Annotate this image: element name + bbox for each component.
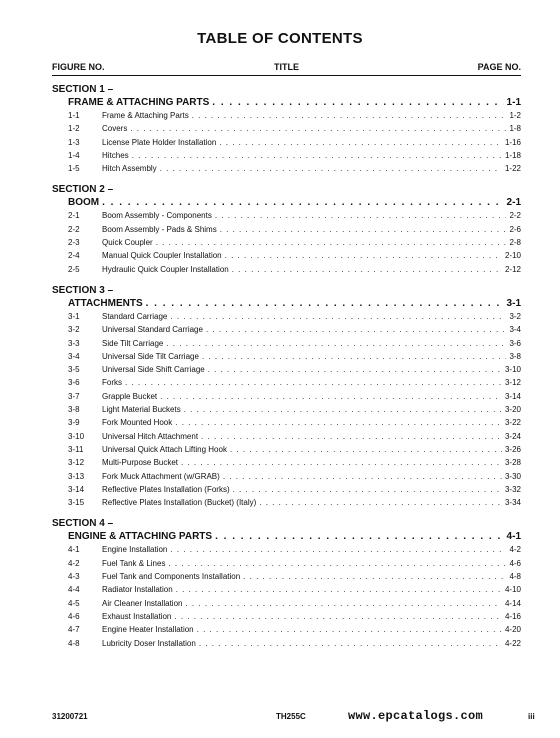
toc-entry[interactable] — [52, 109, 521, 122]
toc-entry[interactable] — [52, 570, 521, 583]
figure-number: 3-12 — [68, 458, 85, 468]
figure-title: Engine Installation — [102, 545, 168, 555]
figure-page: 3-10 — [504, 365, 521, 375]
figure-number: 1-1 — [68, 111, 80, 120]
section-label: SECTION 1 – — [52, 84, 114, 95]
toc-entry[interactable] — [52, 403, 521, 416]
section-2 — [52, 184, 521, 275]
section-name: ENGINE & ATTACHING PARTS — [68, 531, 213, 543]
toc-entry[interactable] — [52, 390, 521, 403]
section-page: 4-1 — [506, 531, 521, 543]
figure-page: 4-22 — [504, 638, 521, 648]
figure-page: 3-22 — [504, 418, 521, 428]
dot-leader — [170, 543, 506, 556]
figure-title: Exhaust Installation — [102, 611, 172, 621]
figure-page: 3-4 — [509, 325, 521, 335]
dot-leader — [168, 557, 506, 570]
figure-number: 3-6 — [68, 378, 80, 388]
figure-page: 3-20 — [504, 405, 521, 415]
toc-entry[interactable] — [52, 323, 521, 336]
toc-entry[interactable] — [52, 162, 521, 175]
toc-entry[interactable] — [52, 209, 521, 222]
toc-entry[interactable] — [52, 470, 521, 483]
figure-title: Manual Quick Coupler Installation — [102, 251, 222, 261]
figure-number: 4-8 — [68, 638, 80, 648]
dot-leader — [185, 597, 502, 610]
figure-number: 1-3 — [68, 137, 80, 147]
figure-title: Light Material Buckets — [102, 405, 181, 415]
toc-entry[interactable] — [52, 456, 521, 469]
figure-number: 1-2 — [68, 124, 80, 134]
figure-title: Side Tilt Carriage — [102, 338, 164, 348]
dot-leader — [201, 430, 502, 443]
figure-number: 4-1 — [68, 545, 80, 555]
dot-leader — [233, 483, 502, 496]
section-heading[interactable] — [52, 297, 521, 310]
figure-page: 2-10 — [504, 251, 521, 261]
figure-number: 4-2 — [68, 558, 80, 568]
dot-leader — [166, 337, 506, 350]
toc-entry[interactable] — [52, 623, 521, 636]
toc-entry[interactable] — [52, 583, 521, 596]
figure-page: 3-34 — [504, 498, 521, 508]
dot-leader — [230, 443, 502, 456]
figure-number: 3-2 — [68, 325, 80, 335]
dot-leader — [219, 136, 502, 149]
figure-title: Universal Side Shift Carriage — [102, 365, 205, 375]
dot-leader — [156, 236, 507, 249]
dot-leader — [192, 109, 507, 122]
figure-page: 1-16 — [504, 137, 521, 147]
dot-leader — [232, 263, 502, 276]
figure-title: Boom Assembly - Pads & Shims — [102, 224, 217, 234]
figure-number: 3-9 — [68, 418, 80, 428]
toc-entry[interactable] — [52, 597, 521, 610]
figure-title: Universal Hitch Attachment — [102, 431, 199, 441]
figure-title: License Plate Holder Installation — [102, 137, 217, 147]
figure-number: 3-13 — [68, 471, 85, 481]
figure-page: 1-18 — [504, 150, 521, 160]
section-3 — [52, 285, 521, 509]
figure-page: 4-6 — [509, 558, 521, 568]
toc-entry[interactable] — [52, 496, 521, 509]
section-heading[interactable] — [52, 196, 521, 209]
figure-page: 2-6 — [509, 224, 521, 234]
figure-number: 3-4 — [68, 351, 80, 361]
dot-leader — [102, 196, 503, 209]
dot-leader — [225, 249, 502, 262]
figure-title: Radiator Installation — [102, 585, 173, 595]
dot-leader — [130, 122, 506, 135]
section-heading[interactable] — [52, 530, 521, 543]
toc-entry[interactable] — [52, 543, 521, 556]
dot-leader — [259, 496, 502, 509]
dot-leader — [206, 323, 507, 336]
section-label: SECTION 3 – — [52, 284, 114, 296]
toc-entry[interactable] — [52, 430, 521, 443]
figure-title: Forks — [102, 378, 122, 388]
figure-number: 2-5 — [68, 264, 80, 274]
model-name: TH255C — [276, 712, 306, 721]
toc-entry[interactable] — [52, 236, 521, 249]
figure-title: Fuel Tank and Components Installation — [102, 572, 241, 582]
figure-title: Hitches — [102, 150, 129, 160]
figure-no-header: FIGURE NO. — [52, 62, 105, 72]
figure-page: 3-24 — [504, 431, 521, 441]
figure-number: 3-5 — [68, 365, 80, 375]
section-page: 1-1 — [506, 97, 521, 108]
section-4 — [52, 518, 521, 649]
figure-page: 2-8 — [509, 238, 521, 248]
figure-page: 3-8 — [509, 351, 521, 361]
section-1 — [52, 84, 521, 175]
figure-title: Air Cleaner Installation — [102, 598, 183, 608]
dot-leader — [199, 637, 502, 650]
figure-number: 3-7 — [68, 391, 80, 401]
dot-leader — [125, 376, 502, 389]
figure-number: 3-1 — [68, 311, 80, 321]
figure-title: Engine Heater Installation — [102, 625, 194, 635]
toc-body — [52, 84, 521, 659]
dot-leader — [212, 96, 503, 109]
figure-title: Fork Muck Attachment (w/GRAB) — [102, 471, 220, 481]
figure-page: 3-2 — [509, 311, 521, 321]
figure-number: 1-5 — [68, 164, 80, 174]
toc-entry[interactable] — [52, 122, 521, 135]
section-heading[interactable] — [52, 96, 521, 109]
toc-entry[interactable] — [52, 310, 521, 323]
dot-leader — [220, 223, 507, 236]
header-rule — [52, 75, 521, 76]
figure-page: 2-12 — [504, 264, 521, 274]
figure-title: Universal Standard Carriage — [102, 325, 203, 335]
dot-leader — [243, 570, 506, 583]
figure-number: 3-10 — [68, 431, 85, 441]
figure-number: 2-4 — [68, 251, 80, 261]
figure-title: Boom Assembly - Components — [102, 211, 212, 221]
section-name: ATTACHMENTS — [68, 297, 143, 309]
figure-number: 3-11 — [68, 444, 84, 454]
figure-number: 2-2 — [68, 224, 80, 234]
figure-number: 2-1 — [68, 211, 80, 221]
toc-entry[interactable] — [52, 416, 521, 429]
section-label: SECTION 4 – — [52, 518, 114, 530]
figure-title: Fork Mounted Hook — [102, 418, 173, 428]
toc-entry[interactable] — [52, 136, 521, 149]
figure-page: 4-10 — [504, 585, 521, 595]
page-title: TABLE OF CONTENTS — [197, 30, 363, 47]
figure-page: 4-2 — [509, 545, 521, 555]
figure-title: Fuel Tank & Lines — [102, 558, 166, 568]
figure-page: 1-2 — [509, 111, 521, 120]
figure-title: Covers — [102, 124, 128, 134]
dot-leader — [197, 623, 502, 636]
section-page: 3-1 — [506, 297, 521, 309]
section-name: BOOM — [68, 197, 100, 209]
figure-title: Reflective Plates Installation (Bucket) (Italy) — [102, 498, 257, 508]
figure-page: 4-20 — [504, 625, 521, 635]
figure-page: 4-16 — [504, 611, 521, 621]
toc-entry[interactable] — [52, 610, 521, 623]
figure-page: 4-14 — [504, 598, 521, 608]
dot-leader — [160, 390, 502, 403]
dot-leader — [146, 297, 504, 310]
dot-leader — [184, 403, 502, 416]
section-page: 2-1 — [506, 197, 521, 209]
figure-page: 1-22 — [504, 164, 521, 174]
watermark-link[interactable]: www.epcatalogs.com — [348, 709, 484, 723]
figure-number: 4-5 — [68, 598, 80, 608]
dot-leader — [215, 209, 507, 222]
dot-leader — [170, 310, 506, 323]
section-name: FRAME & ATTACHING PARTS — [68, 97, 210, 108]
figure-number: 2-3 — [68, 238, 80, 248]
section-label: SECTION 2 – — [52, 184, 114, 196]
figure-number: 3-3 — [68, 338, 80, 348]
figure-title: Reflective Plates Installation (Forks) — [102, 484, 230, 494]
dot-leader — [181, 456, 502, 469]
figure-title: Quick Coupler — [102, 238, 153, 248]
figure-title: Multi-Purpose Bucket — [102, 458, 179, 468]
dot-leader — [223, 470, 502, 483]
dot-leader — [215, 530, 503, 543]
toc-entry[interactable] — [52, 363, 521, 376]
figure-number: 4-6 — [68, 611, 80, 621]
figure-page: 3-12 — [504, 378, 521, 388]
toc-entry[interactable] — [52, 149, 521, 162]
figure-title: Frame & Attaching Parts — [102, 111, 189, 120]
figure-page: 3-32 — [504, 484, 521, 494]
figure-number: 3-14 — [68, 484, 85, 494]
dot-leader — [176, 583, 502, 596]
dot-leader — [208, 363, 502, 376]
toc-entry[interactable] — [52, 443, 521, 456]
figure-page: 3-30 — [504, 471, 521, 481]
toc-entry[interactable] — [52, 557, 521, 570]
dot-leader — [160, 162, 502, 175]
dot-leader — [175, 416, 502, 429]
title-header: TITLE — [274, 62, 299, 72]
toc-entry[interactable] — [52, 350, 521, 363]
document-number: 31200721 — [52, 712, 88, 721]
figure-page: 3-26 — [504, 444, 521, 454]
figure-title: Grapple Bucket — [102, 391, 158, 401]
dot-leader — [202, 350, 507, 363]
toc-entry[interactable] — [52, 223, 521, 236]
figure-number: 1-4 — [68, 150, 80, 160]
toc-entry[interactable] — [52, 249, 521, 262]
page-no-header: PAGE NO. — [477, 62, 521, 72]
figure-page: 3-6 — [509, 338, 521, 348]
figure-title: Hitch Assembly — [102, 164, 157, 174]
toc-entry[interactable] — [52, 637, 521, 650]
page-number: iii — [528, 712, 535, 721]
figure-page: 3-14 — [504, 391, 521, 401]
figure-page: 1-8 — [509, 124, 521, 134]
column-headers — [52, 62, 521, 76]
dot-leader — [132, 149, 502, 162]
figure-title: Universal Side Tilt Carriage — [102, 351, 199, 361]
toc-entry[interactable] — [52, 337, 521, 350]
figure-number: 4-7 — [68, 625, 80, 635]
toc-entry[interactable] — [52, 483, 521, 496]
toc-entry[interactable] — [52, 376, 521, 389]
figure-title: Hydraulic Quick Coupler Installation — [102, 264, 229, 274]
figure-number: 3-15 — [68, 498, 85, 508]
figure-title: Standard Carriage — [102, 311, 168, 321]
figure-page: 3-28 — [504, 458, 521, 468]
figure-number: 3-8 — [68, 405, 80, 415]
page-footer — [0, 709, 560, 726]
figure-title: Lubricity Doser Installation — [102, 638, 196, 648]
figure-page: 2-2 — [509, 211, 521, 221]
figure-title: Universal Quick Attach Lifting Hook — [102, 444, 227, 454]
figure-page: 4-8 — [509, 572, 521, 582]
dot-leader — [174, 610, 502, 623]
figure-number: 4-3 — [68, 572, 80, 582]
toc-entry[interactable] — [52, 263, 521, 276]
figure-number: 4-4 — [68, 585, 80, 595]
